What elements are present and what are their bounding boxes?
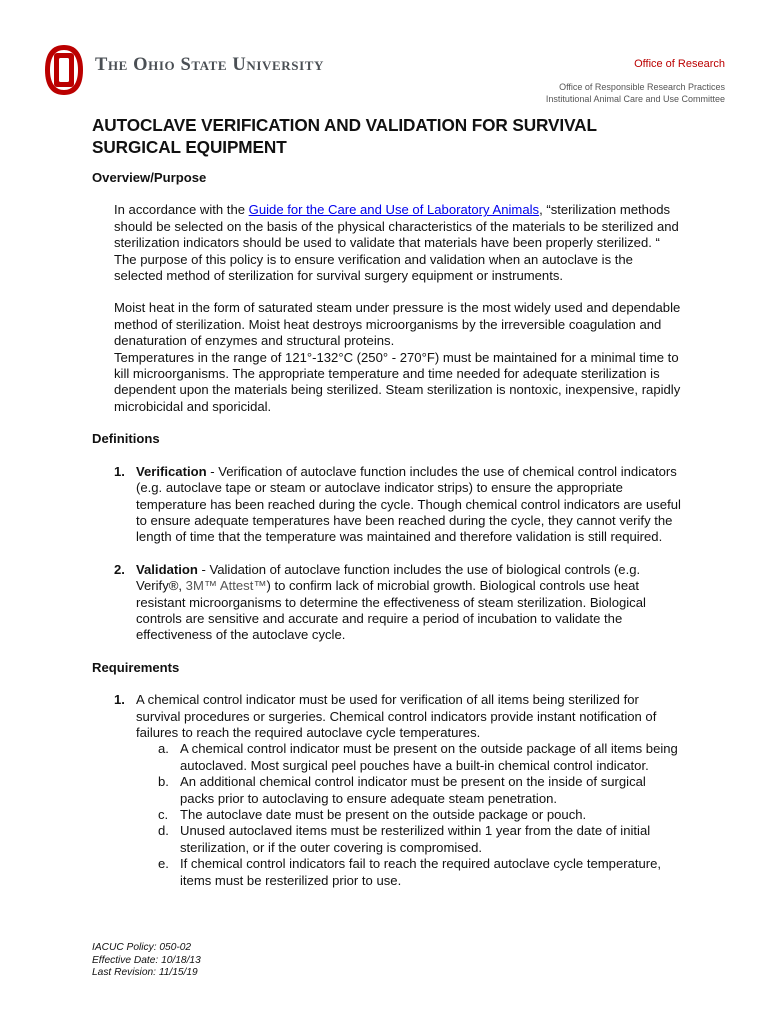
definitions-heading: Definitions: [92, 431, 160, 447]
title-line2: SURGICAL EQUIPMENT: [92, 137, 287, 157]
definition-text-cont: ) to confirm lack of microbial growth. Biological controls use heat resistant microorganisms to determine the effectiveness of steam sterilization. Biological controls are sensitive and accurate and require a period of incubation to validate the effectiveness of the autoclave cycle.: [136, 578, 646, 643]
requirement-item: [114, 692, 684, 889]
footer-last-revision: Last Revision: 11/15/19: [92, 967, 198, 979]
document-body: [92, 170, 692, 889]
requirements-list: [92, 692, 692, 889]
definitions-list: [92, 464, 692, 644]
sub-text: An additional chemical control indicator must be present on the inside of surgical packs prior to autoclaving to ensure adequate steam penetration.: [180, 774, 646, 806]
sub-letter: d.: [158, 823, 169, 839]
sub-text: Unused autoclaved items must be resterilized within 1 year from the date of initial sterilization, or if the outer covering is compromised.: [180, 823, 651, 855]
requirement-sub-a: [136, 741, 682, 774]
footer-policy-number: IACUC Policy: 050-02: [92, 942, 192, 953]
overview-paragraph-2: Moist heat in the form of saturated steam under pressure is the most widely used and dependable method of sterilization. Moist heat destroys microorganisms by the irreversible coagulation and denaturation of enzymes and structural proteins.: [114, 300, 681, 349]
definition-text-brand: 3M™ Attest™: [185, 578, 267, 594]
footer-effective-date: Effective Date: 10/18/13: [92, 954, 201, 966]
requirement-sub-c: [136, 807, 682, 823]
overview-paragraph-1: [114, 202, 684, 284]
ohio-state-logo-icon: [44, 44, 84, 96]
document-title: [92, 114, 692, 158]
policy-footer: [92, 942, 201, 980]
definition-text: - Verification of autoclave function includes the use of chemical control indicators (e.g. autoclave tape or steam or autoclave indicator strips) to ensure the appropriate temperature has been reached during the cycle. Though chemical control indicators are useful to ensure adequate temperatures have been reached during the cycle, they cannot verify the length of time that the temperature was maintained and therefore validation is still required.: [136, 463, 681, 545]
definition-verification: [114, 463, 684, 546]
requirement-sub-d: [136, 823, 682, 856]
requirement-sub-e: [136, 856, 682, 889]
definition-text: - Validation of autoclave function includes the use of biological controls (e.g. Verify®,: [136, 561, 641, 594]
page-header: [44, 44, 725, 106]
sub-text: If chemical control indicators fail to reach the required autoclave cycle temperature, items must be resterilized prior to use.: [180, 856, 662, 888]
overview-p1-text: In accordance with the: [114, 202, 249, 218]
definition-term: Verification: [136, 463, 207, 479]
office-of-research: Office of Research: [634, 58, 725, 70]
requirements-heading: Requirements: [92, 659, 180, 675]
guide-link[interactable]: Guide for the Care and Use of Laboratory Animals: [248, 202, 540, 218]
definition-number: 2.: [114, 561, 125, 577]
sub-letter: a.: [158, 741, 169, 757]
sub-text: A chemical control indicator must be present on the outside package of all items being autoclaved. Most surgical peel pouches have a built-in chemical control indicator.: [180, 741, 678, 773]
sub-text: The autoclave date must be present on the outside package or pouch.: [180, 807, 587, 822]
sub-letter: c.: [158, 807, 169, 822]
title-line1: AUTOCLAVE VERIFICATION AND VALIDATION FOR SURVIVAL: [92, 115, 597, 135]
office-subtitle: [546, 82, 725, 105]
definition-term: Validation: [136, 561, 198, 577]
requirement-sub-b: [136, 774, 682, 807]
office-sub-line2: Institutional Animal Care and Use Committee: [545, 93, 725, 104]
definition-validation: [114, 561, 684, 644]
overview-heading: Overview/Purpose: [92, 170, 207, 185]
overview-paragraph-3: Temperatures in the range of 121°-132°C (250° - 270°F) must be maintained for a minimal time to kill microorganisms. The appropriate temperature and time needed for adequate sterilization is dependent upon the materials being sterilized. Steam sterilization is nontoxic, inexpensive, rapidly microbicidal and sporicidal.: [114, 349, 681, 414]
overview-p1-text-cont: , “sterilization methods should be selected on the basis of the physical characteristics of the materials to be sterilized and sterilization indicators should be used to validate that materials have been properly sterilized. “ The purpose of this policy is to ensure verification and validation when an autoclave is the selected method of sterilization for survival surgery equipment or instruments.: [114, 202, 679, 284]
definition-number: 1.: [114, 463, 125, 479]
sub-letter: e.: [158, 856, 169, 872]
requirement-number: 1.: [114, 692, 125, 708]
requirement-text: A chemical control indicator must be used for verification of all items being sterilized for survival procedures or surgeries. Chemical control indicators provide instant notification of failures to reach the required autoclave cycle temperatures.: [136, 692, 657, 740]
sub-letter: b.: [158, 774, 169, 790]
office-sub-line1: Office of Responsible Research Practices: [559, 82, 725, 92]
university-name: The Ohio State University: [95, 55, 325, 75]
